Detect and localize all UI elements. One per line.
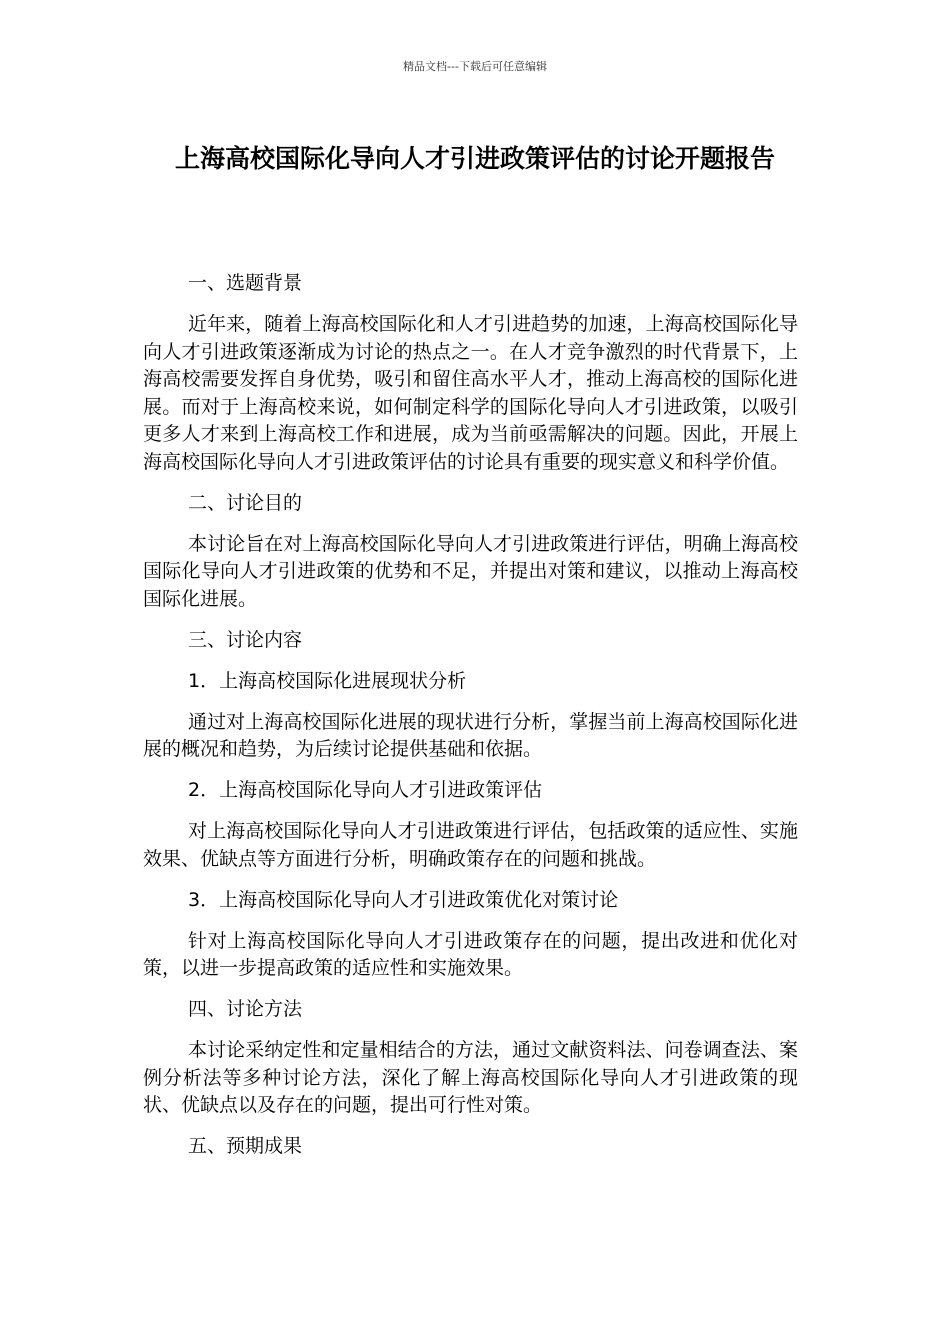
section-heading-background: 一、选题背景	[188, 272, 303, 294]
subsection-heading-2: 2．上海高校国际化导向人才引进政策评估	[188, 779, 543, 801]
paragraph-subsection-3: 针对上海高校国际化导向人才引进政策存在的问题，提出改进和优化对策，以进一步提高政策的适应性和实施效果。	[143, 929, 798, 979]
paragraph-subsection-2: 对上海高校国际化导向人才引进政策进行评估，包括政策的适应性、实施效果、优缺点等方面进行分析，明确政策存在的问题和挑战。	[143, 820, 798, 870]
section-heading-purpose: 二、讨论目的	[188, 491, 303, 514]
paragraph-method: 本讨论采纳定性和定量相结合的方法，通过文献资料法、问卷调查法、案例分析法等多种讨论方法，深化了解上海高校国际化导向人才引进政策的现状、优缺点以及存在的问题，提出可行性对策。	[143, 1039, 798, 1116]
subsection-heading-1: 1．上海高校国际化进展现状分析	[188, 669, 467, 692]
paragraph-purpose: 本讨论旨在对上海高校国际化导向人才引进政策进行评估，明确上海高校国际化导向人才引进政策的优势和不足，并提出对策和建议，以推动上海高校国际化进展。	[143, 532, 798, 610]
document-body	[143, 270, 798, 1174]
subsection-heading-3: 3．上海高校国际化导向人才引进政策优化对策讨论	[188, 888, 619, 911]
section-heading-expected-results: 五、预期成果	[188, 1135, 303, 1157]
paragraph-background: 近年来，随着上海高校国际化和人才引进趋势的加速，上海高校国际化导向人才引进政策逐渐成为讨论的热点之一。在人才竞争激烈的时代背景下，上海高校需要发挥自身优势，吸引和留住高水平人才，推动上海高校的国际化进展。而对于上海高校来说，如何制定科学的国际化导向人才引进政策，以吸引更多人才来到上海高校工作和进展，成为当前亟需解决的问题。因此，开展上海高校国际化导向人才引进政策评估的讨论具有重要的现实意义和科学价值。	[143, 313, 798, 473]
document-title: 上海高校国际化导向人才引进政策评估的讨论开题报告	[174, 144, 775, 173]
paragraph-subsection-1: 通过对上海高校国际化进展的现状进行分析，掌握当前上海高校国际化进展的概况和趋势，为后续讨论提供基础和依据。	[143, 710, 798, 760]
page-header-watermark: 精品文档---下载后可任意编辑	[403, 60, 547, 73]
section-heading-content: 三、讨论内容	[188, 628, 303, 651]
section-heading-method: 四、讨论方法	[188, 998, 303, 1020]
